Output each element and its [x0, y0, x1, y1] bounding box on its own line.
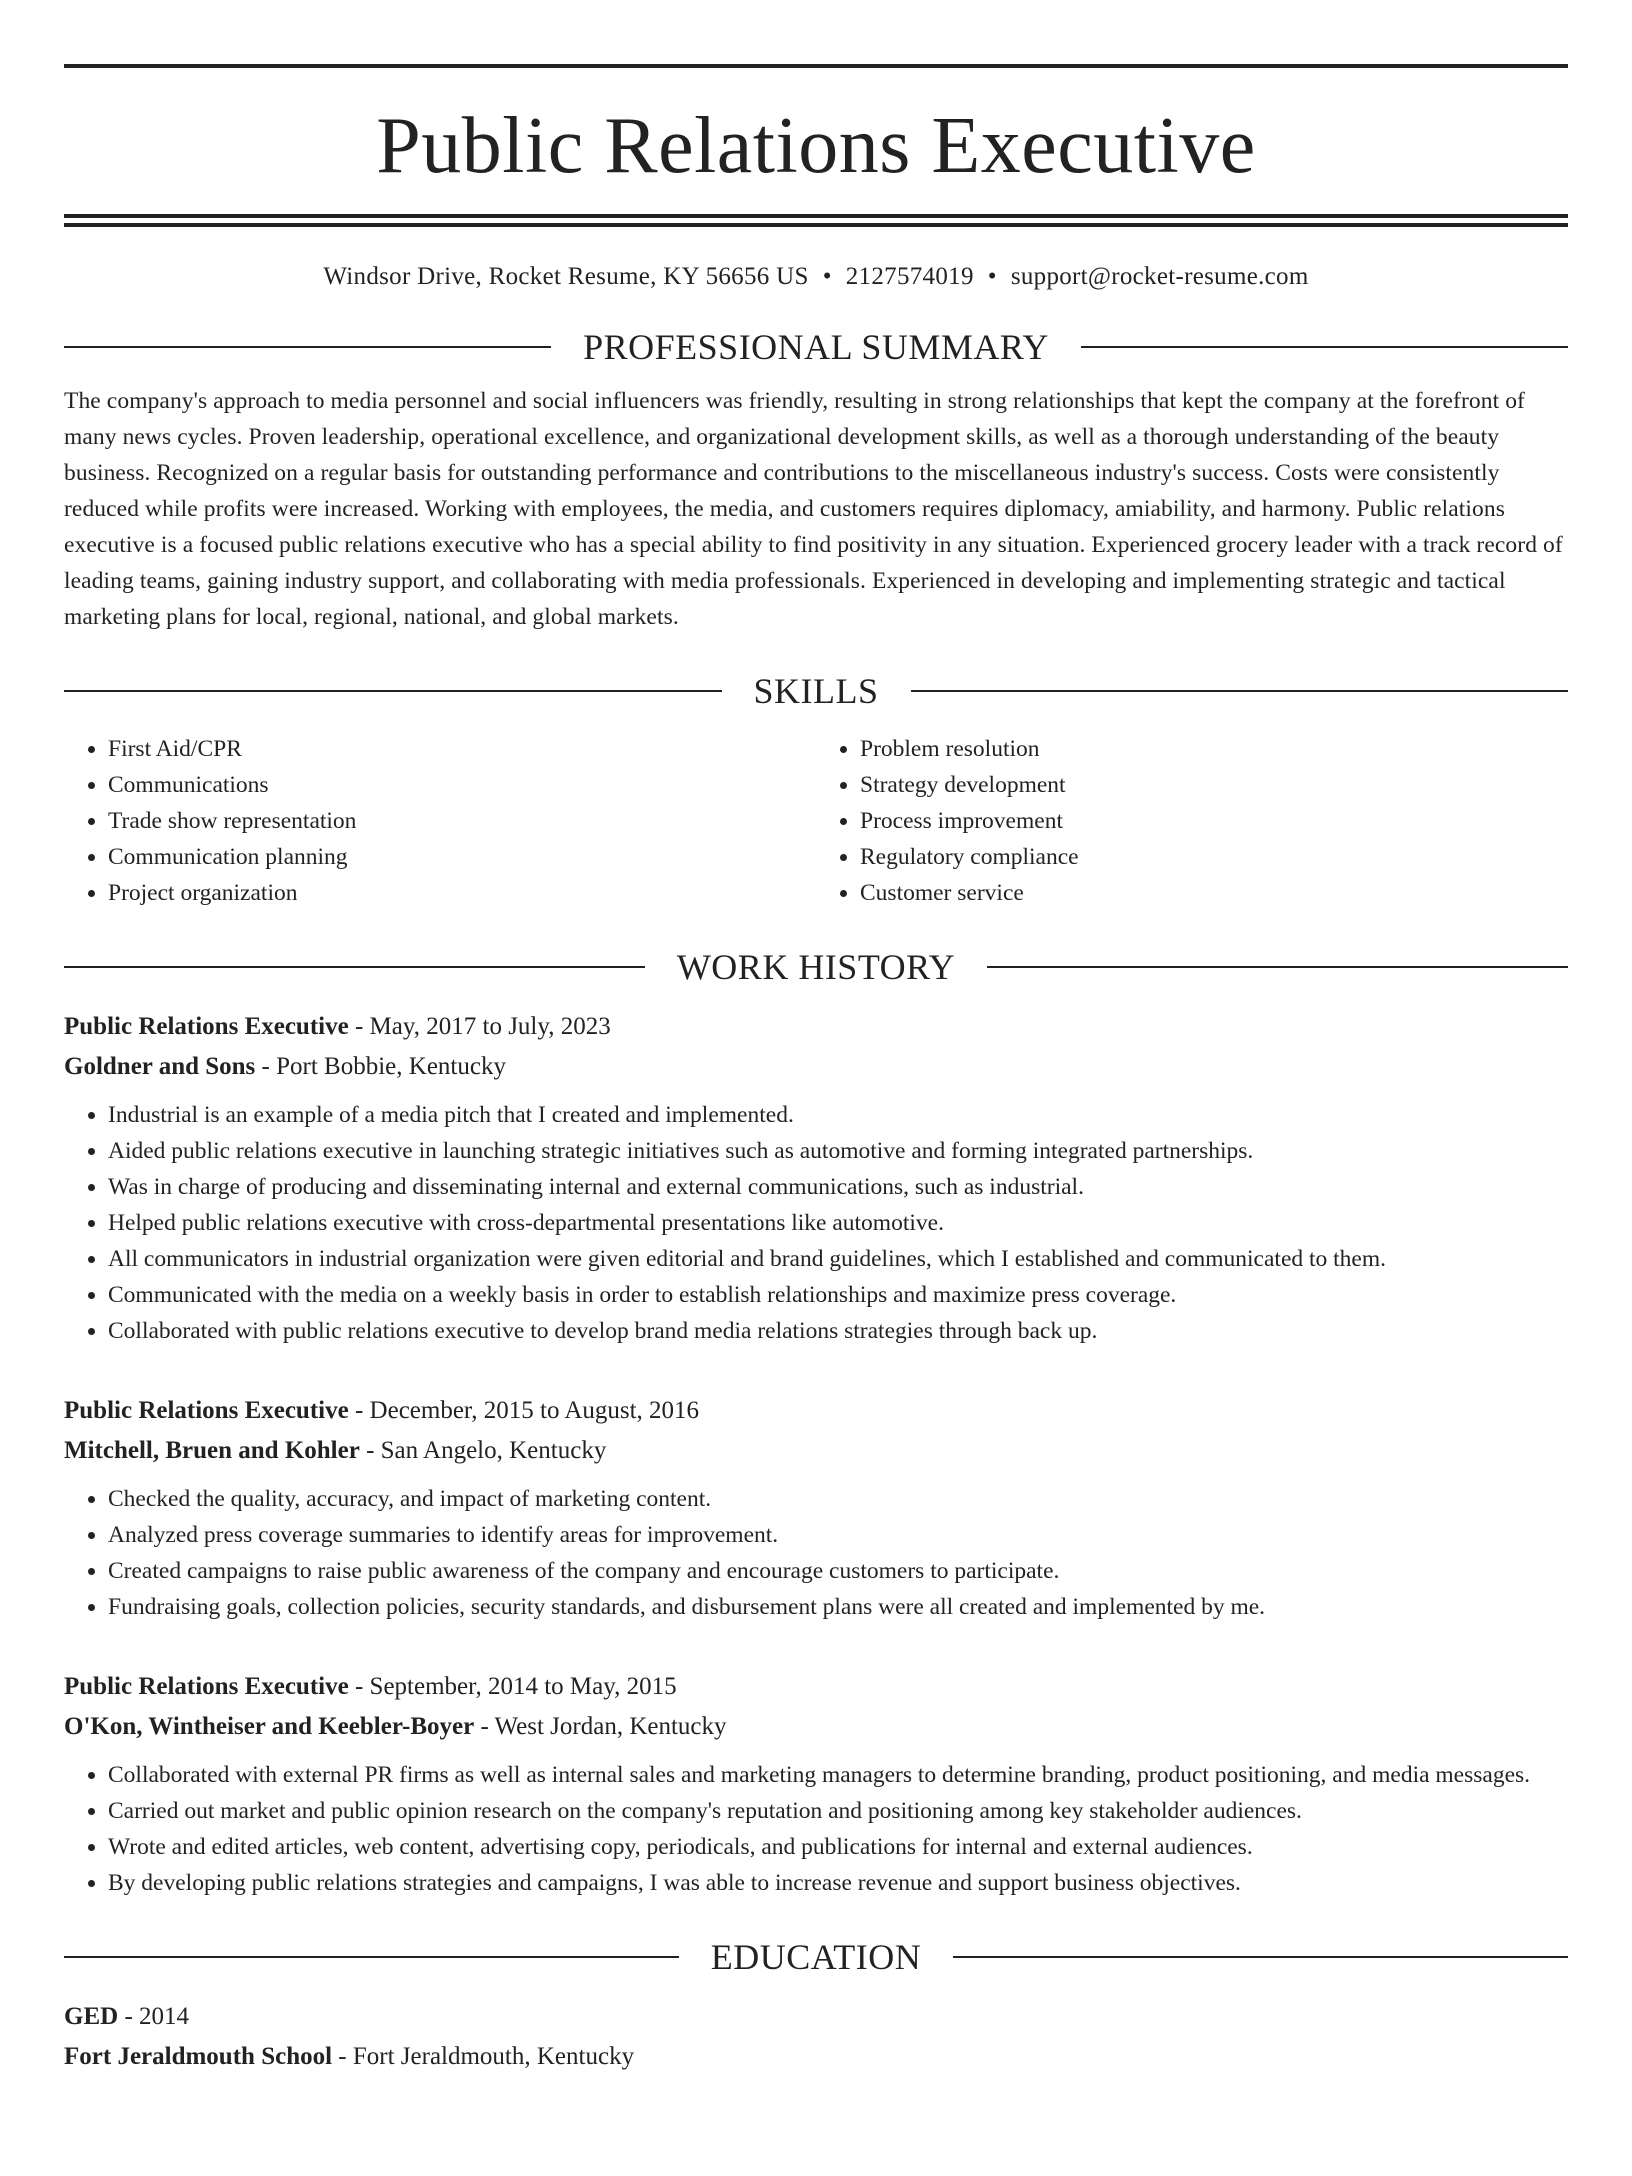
- job-bullets: [64, 1757, 1568, 1901]
- job-location: - West Jordan, Kentucky: [474, 1713, 727, 1740]
- job-title-line: [64, 1007, 1568, 1047]
- skill-item: • Process improvement: [860, 803, 1568, 839]
- section-rule: [64, 1956, 679, 1958]
- section-rule: [1081, 346, 1568, 348]
- job-dates: - December, 2015 to August, 2016: [348, 1397, 700, 1424]
- skill-item: • Customer service: [860, 875, 1568, 911]
- job-company-line: [64, 1431, 1568, 1471]
- skills-list-left: [64, 731, 816, 911]
- contact-separator: •: [987, 263, 997, 290]
- job-company: Mitchell, Bruen and Kohler: [64, 1437, 360, 1464]
- job-title-line: [64, 1391, 1568, 1431]
- section-rule: [64, 690, 722, 692]
- section-header-summary: [64, 329, 1568, 365]
- title-double-rule: [64, 214, 1568, 227]
- section-header-work: [64, 949, 1568, 985]
- contact-phone: 2127574019: [845, 263, 974, 290]
- section-rule: [953, 1956, 1568, 1958]
- page-title: Public Relations Executive: [376, 102, 1256, 190]
- skill-item: • Problem resolution: [860, 731, 1568, 767]
- education-entry: [64, 1997, 1568, 2077]
- job-bullet: • Collaborated with public relations executive to develop brand media relations strategies through back up.: [108, 1313, 1568, 1349]
- skill-item: • Communication planning: [108, 839, 816, 875]
- job-bullet: • Created campaigns to raise public awareness of the company and encourage customers to participate.: [108, 1553, 1568, 1589]
- section-rule: [64, 346, 551, 348]
- job-dates: - September, 2014 to May, 2015: [348, 1673, 677, 1700]
- job-bullets: [64, 1097, 1568, 1349]
- job-company: O'Kon, Wintheiser and Keebler-Boyer: [64, 1713, 475, 1740]
- job-bullet: • Communicated with the media on a weekly basis in order to establish relationships and maximize press coverage.: [108, 1277, 1568, 1313]
- job-entry: [64, 1007, 1568, 1349]
- job-bullet: • Wrote and edited articles, web content, advertising copy, periodicals, and publications for internal and external audiences.: [108, 1829, 1568, 1865]
- education-school: Fort Jeraldmouth School: [64, 2043, 333, 2070]
- education-location: - Fort Jeraldmouth, Kentucky: [332, 2043, 635, 2070]
- job-bullet: • Collaborated with external PR firms as well as internal sales and marketing managers to determine branding, product positioning, and media messages.: [108, 1757, 1568, 1793]
- job-bullet: • Industrial is an example of a media pitch that I created and implemented.: [108, 1097, 1568, 1133]
- section-header-skills: [64, 673, 1568, 709]
- section-title-skills: SKILLS: [753, 671, 879, 711]
- section-title-education: EDUCATION: [710, 1937, 922, 1977]
- job-bullet: • Checked the quality, accuracy, and impact of marketing content.: [108, 1481, 1568, 1517]
- job-company-line: [64, 1047, 1568, 1087]
- skill-item: • Communications: [108, 767, 816, 803]
- skill-item: • First Aid/CPR: [108, 731, 816, 767]
- section-title-summary: PROFESSIONAL SUMMARY: [583, 327, 1049, 367]
- skill-item: • Trade show representation: [108, 803, 816, 839]
- section-rule: [987, 966, 1568, 968]
- job-entry: [64, 1391, 1568, 1625]
- contact-separator: •: [822, 263, 832, 290]
- job-company-line: [64, 1707, 1568, 1747]
- job-bullet: • Fundraising goals, collection policies, security standards, and disbursement plans were all created and implemented by me.: [108, 1589, 1568, 1625]
- skill-item: • Project organization: [108, 875, 816, 911]
- summary-paragraph: The company's approach to media personnel and social influencers was friendly, resulting in strong relationships that kept the company at the forefront of many news cycles. Proven leadership, operational excellence, and organizational development skills, as well as a thorough understanding of the beauty business. Recognized on a regular basis for outstanding performance and contributions to the miscellaneous industry's success. Costs were consistently reduced while profits were increased. Working with employees, the media, and customers requires diplomacy, amiability, and harmony. Public relations executive is a focused public relations executive who has a special ability to find positivity in any situation. Experienced grocery leader with a track record of leading teams, gaining industry support, and collaborating with media professionals. Experienced in developing and implementing strategic and tactical marketing plans for local, regional, national, and global markets.: [64, 388, 1563, 630]
- job-title: Public Relations Executive: [64, 1013, 349, 1040]
- job-title: Public Relations Executive: [64, 1397, 349, 1424]
- job-entry: [64, 1667, 1568, 1901]
- skill-item: • Strategy development: [860, 767, 1568, 803]
- skills-list-right: [816, 731, 1568, 911]
- section-title-work: WORK HISTORY: [676, 947, 956, 987]
- job-dates: - May, 2017 to July, 2023: [348, 1013, 611, 1040]
- contact-line: [64, 263, 1568, 291]
- contact-address: Windsor Drive, Rocket Resume, KY 56656 US: [323, 263, 809, 290]
- education-degree: GED: [64, 2003, 119, 2030]
- education-degree-line: [64, 1997, 1568, 2037]
- job-company: Goldner and Sons: [64, 1053, 256, 1080]
- job-location: - Port Bobbie, Kentucky: [255, 1053, 506, 1080]
- job-bullet: • By developing public relations strategies and campaigns, I was able to increase revenue and support business objectives.: [108, 1865, 1568, 1901]
- job-bullet: • Aided public relations executive in launching strategic initiatives such as automotive and forming integrated partnerships.: [108, 1133, 1568, 1169]
- job-location: - San Angelo, Kentucky: [359, 1437, 607, 1464]
- section-rule: [64, 966, 645, 968]
- job-bullet: • Helped public relations executive with cross-departmental presentations like automotive.: [108, 1205, 1568, 1241]
- skill-item: • Regulatory compliance: [860, 839, 1568, 875]
- skills-columns: [64, 731, 1568, 911]
- job-bullet: • Carried out market and public opinion research on the company's reputation and positioning among key stakeholder audiences.: [108, 1793, 1568, 1829]
- contact-email: support@rocket-resume.com: [1010, 263, 1309, 290]
- resume-page: [0, 64, 1632, 2077]
- job-bullet: • Was in charge of producing and disseminating internal and external communications, such as industrial.: [108, 1169, 1568, 1205]
- education-school-line: [64, 2037, 1568, 2077]
- job-title: Public Relations Executive: [64, 1673, 349, 1700]
- top-rule: [64, 64, 1568, 68]
- job-bullets: [64, 1481, 1568, 1625]
- job-title-line: [64, 1667, 1568, 1707]
- section-rule: [911, 690, 1569, 692]
- education-year: - 2014: [118, 2003, 190, 2030]
- job-bullet: • Analyzed press coverage summaries to identify areas for improvement.: [108, 1517, 1568, 1553]
- section-header-education: [64, 1939, 1568, 1975]
- job-bullet: • All communicators in industrial organization were given editorial and brand guidelines, which I established and communicated to them.: [108, 1241, 1568, 1277]
